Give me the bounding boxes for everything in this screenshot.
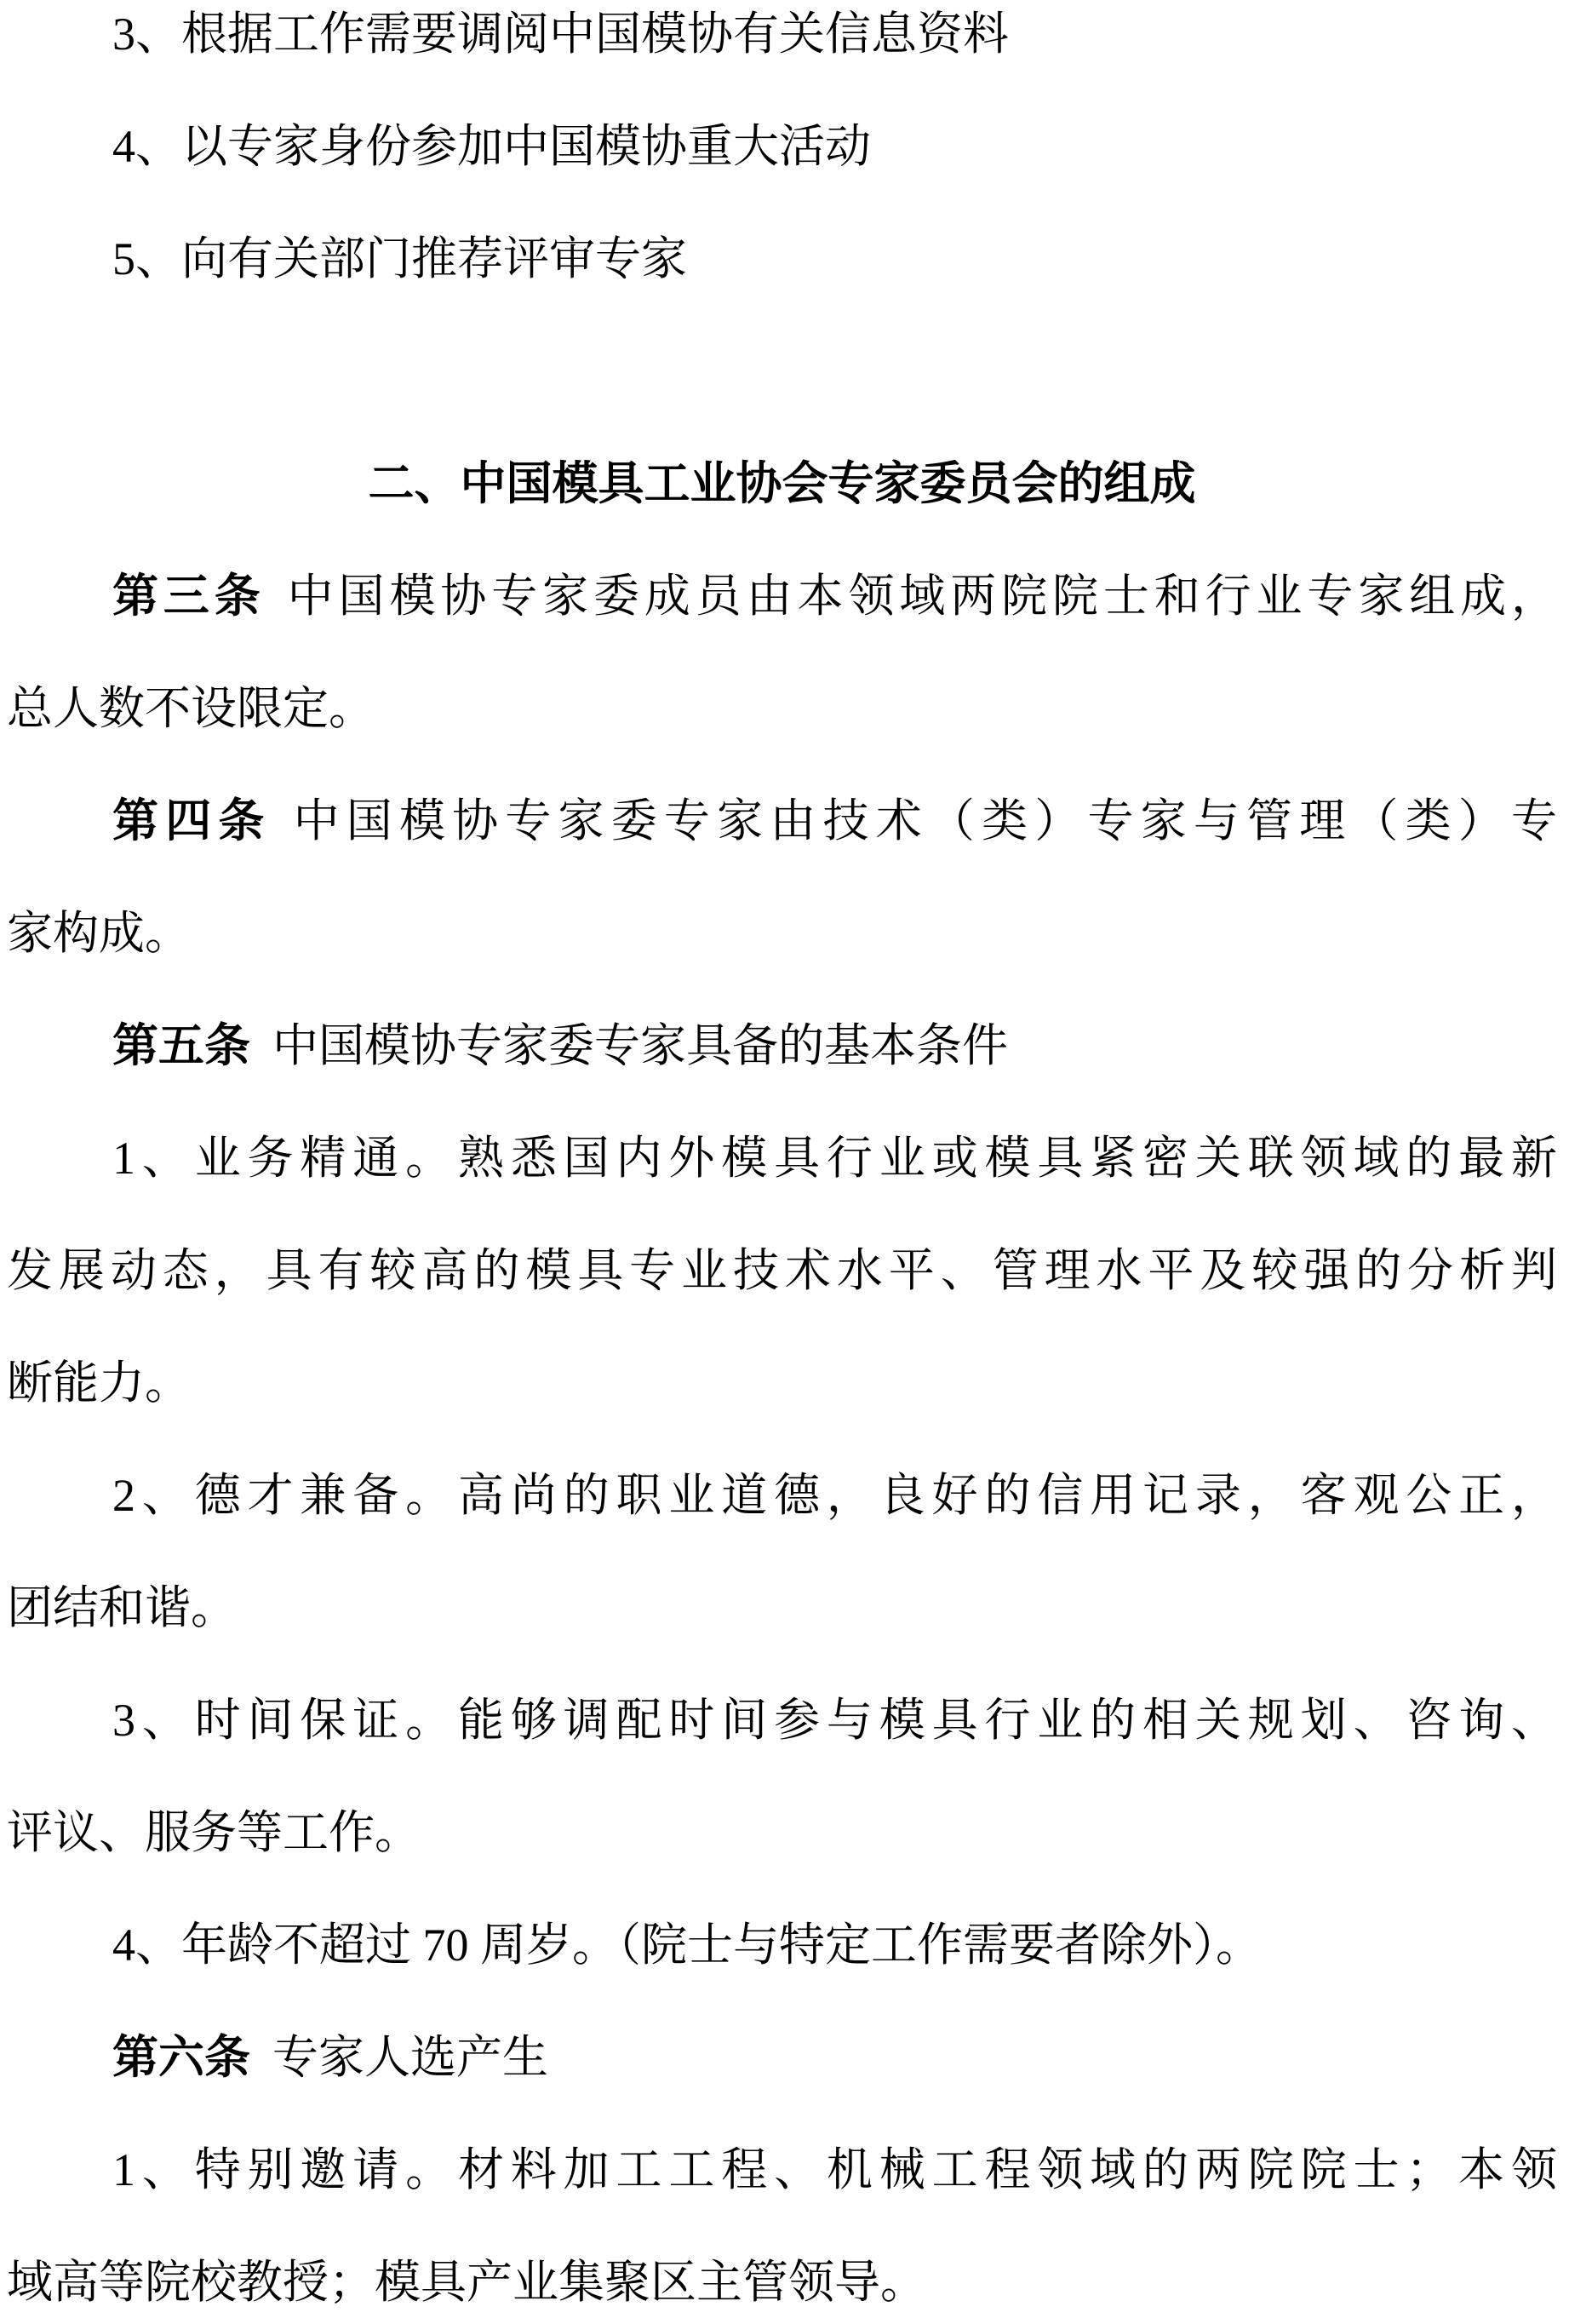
article-5-line-1 xyxy=(7,990,1557,1102)
duty-item-4 xyxy=(7,90,1557,203)
selection-item-1-line-1 xyxy=(7,2114,1557,2226)
blank-line xyxy=(7,315,1557,428)
article-4-line-2 xyxy=(7,877,1557,990)
duty-item-5-text: 5、向有关部门推荐评审专家 xyxy=(112,233,687,284)
condition-1-text-2: 发展动态，具有较高的模具专业技术水平、管理水平及较强的分析判 xyxy=(7,1245,1557,1296)
condition-3-text-1: 3、时间保证。能够调配时间参与模具行业的相关规划、咨询、 xyxy=(112,1695,1557,1746)
duty-item-4-text: 4、以专家身份参加中国模协重大活动 xyxy=(112,121,871,172)
condition-1-line-3 xyxy=(7,1327,1557,1439)
condition-3-line-2 xyxy=(7,1776,1557,1889)
condition-2-line-2 xyxy=(7,1552,1557,1664)
condition-3-line-1 xyxy=(7,1664,1557,1776)
condition-4-line-1 xyxy=(7,1889,1557,2001)
condition-3-text-2: 评议、服务等工作。 xyxy=(7,1807,421,1858)
article-5-text-1: 中国模协专家委专家具备的基本条件 xyxy=(272,1020,1008,1071)
condition-1-line-2 xyxy=(7,1214,1557,1327)
duty-item-3 xyxy=(7,0,1557,90)
article-5-label: 第五条 xyxy=(112,1020,250,1071)
selection-item-1-text-2: 域高等院校教授；模具产业集聚区主管领导。 xyxy=(7,2257,926,2308)
article-3-line-2 xyxy=(7,652,1557,765)
duty-item-3-text: 3、根据工作需要调阅中国模协有关信息资料 xyxy=(112,9,1009,60)
condition-4-text-1: 4、年龄不超过 70 周岁。（院士与特定工作需要者除外）。 xyxy=(112,1919,1262,1971)
article-4-text-2: 家构成。 xyxy=(7,908,191,959)
article-6-line-1 xyxy=(7,2001,1557,2114)
condition-2-text-1: 2、德才兼备。高尚的职业道德，良好的信用记录，客观公正， xyxy=(112,1470,1557,1521)
article-4-text-1: 中国模协专家委专家由技术（类）专家与管理（类）专 xyxy=(293,795,1557,846)
condition-2-text-2: 团结和谐。 xyxy=(7,1582,237,1633)
condition-1-text-1: 1、业务精通。熟悉国内外模具行业或模具紧密关联领域的最新 xyxy=(112,1133,1557,1184)
article-6-label: 第六条 xyxy=(112,2032,250,2083)
condition-1-line-1 xyxy=(7,1102,1557,1214)
article-4-line-1 xyxy=(7,765,1557,877)
duty-item-5 xyxy=(7,203,1557,315)
selection-item-1-text-1: 1、特别邀请。材料加工工程、机械工程领域的两院院士；本领 xyxy=(112,2144,1557,2195)
article-3-line-1 xyxy=(7,540,1557,652)
selection-item-1-line-2 xyxy=(7,2226,1557,2324)
article-4-label: 第四条 xyxy=(112,795,272,846)
condition-1-text-3: 断能力。 xyxy=(7,1357,191,1409)
article-6-text-1: 专家人选产生 xyxy=(272,2032,548,2083)
article-3-text-1: 中国模协专家委成员由本领域两院院士和行业专家组成， xyxy=(287,571,1557,622)
article-3-label: 第三条 xyxy=(112,571,266,622)
article-3-text-2: 总人数不设限定。 xyxy=(7,683,375,734)
section-heading: 二、中国模具工业协会专家委员会的组成 xyxy=(368,458,1196,509)
condition-2-line-1 xyxy=(7,1439,1557,1552)
